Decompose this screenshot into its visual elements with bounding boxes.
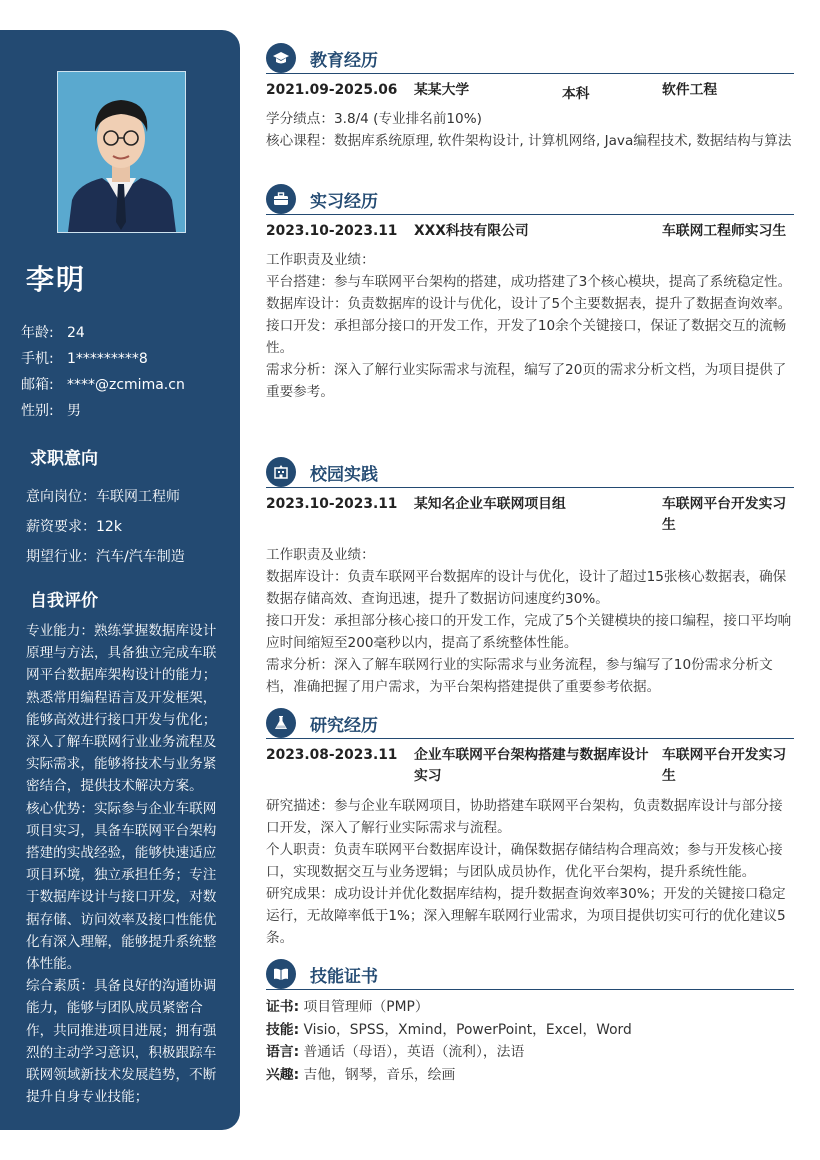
skills-title: 技能证书 — [310, 967, 378, 987]
language-label: 语言: — [266, 1044, 300, 1060]
language-value: 普通话（母语），英语（流利），法语 — [303, 1044, 525, 1060]
campus-role: 车联网平台开发实习生 — [662, 496, 787, 533]
research-entry — [266, 739, 794, 795]
campus-section — [266, 457, 794, 698]
self-eval-strengths: 核心优势：实际参与企业车联网项目实习，具备车联网平台架构搭建的实战经验，能够快速适应项目环境，独立承担任务；专注于数据库设计与接口开发，对数据存储、访问效率及接口性能优化有深入理解，能够提升系统整体性能。 — [26, 800, 217, 973]
internship-line: 接口开发：承担部分接口的开发工作，开发了10余个关键接口，保证了数据交互的流畅性。 — [266, 318, 787, 356]
skills-section — [266, 959, 794, 1086]
personal-info — [21, 320, 185, 424]
self-eval-text — [26, 620, 218, 1108]
skills-header — [266, 959, 794, 990]
age-value: 24 — [67, 325, 85, 341]
internship-role: 车联网工程师实习生 — [662, 223, 787, 239]
skill-value: Visio，SPSS，Xmind，PowerPoint，Excel，Word — [303, 1021, 632, 1038]
gender-value: 男 — [67, 403, 81, 419]
internship-details — [266, 249, 794, 403]
intent-list — [26, 482, 185, 572]
gender-label: 性别: — [21, 403, 54, 419]
internship-company: XXX科技有限公司 — [414, 223, 529, 239]
internship-line: 平台搭建：参与车联网平台架构的搭建，成功搭建了3个核心模块，提高了系统稳定性。 — [266, 274, 792, 290]
book-icon — [266, 959, 296, 989]
hobby-value: 吉他，钢琴，音乐，绘画 — [303, 1066, 456, 1083]
sidebar — [0, 30, 240, 1130]
research-period: 2023.08-2023.11 — [266, 747, 398, 763]
cert-label: 证书: — [266, 999, 300, 1015]
research-project: 企业车联网平台架构搭建与数据库设计实习 — [414, 747, 649, 784]
campus-line: 数据库设计：负责车联网平台数据库的设计与优化，设计了超过15张核心数据表，确保数据存储高效、查询迅速，提升了数据访问速度约30%。 — [266, 569, 787, 607]
education-title: 教育经历 — [310, 51, 378, 71]
education-gpa: 学分绩点：3.8/4 (专业排名前10%) — [266, 111, 482, 127]
internship-title: 实习经历 — [310, 192, 378, 212]
internship-line: 需求分析：深入了解行业实际需求与流程，编写了20页的需求分析文档，为项目提供了重要参考。 — [266, 362, 787, 400]
campus-details — [266, 544, 794, 698]
gender-row — [21, 398, 185, 424]
self-eval-professional: 专业能力：熟练掌握数据库设计原理与方法，具备独立完成车联网平台数据库架构设计的能力；熟悉常用编程语言及开发框架，能够高效进行接口开发与优化；深入了解车联网行业业务流程及实际需求，能够将技术与业务紧密结合，提供技术解决方案。 — [26, 623, 217, 795]
education-entry — [266, 74, 794, 108]
email-row — [21, 372, 185, 398]
campus-line: 需求分析：深入了解车联网行业的实际需求与业务流程，参与编写了10份需求分析文档，准确把握了用户需求，为平台架构搭建提供了重要参考依据。 — [266, 657, 773, 695]
email-label: 邮箱: — [21, 377, 54, 393]
education-section — [266, 43, 794, 152]
graduation-cap-icon — [266, 43, 296, 73]
email-value: ****@zcmima.cn — [67, 377, 185, 393]
skill-label: 技能: — [266, 1021, 300, 1038]
research-line: 研究描述：参与企业车联网项目，协助搭建车联网平台架构，负责数据库设计与部分接口开发，深入了解行业实际需求与流程。 — [266, 798, 783, 836]
phone-row — [21, 346, 185, 372]
campus-org: 某知名企业车联网项目组 — [414, 496, 566, 512]
intent-heading: 求职意向 — [30, 449, 98, 469]
age-row — [21, 320, 185, 346]
research-role: 车联网平台开发实习生 — [662, 747, 787, 784]
campus-header — [266, 457, 794, 488]
phone-value: 1*********8 — [67, 351, 148, 367]
language-row — [266, 1041, 794, 1064]
campus-title: 校园实践 — [310, 465, 378, 485]
campus-line: 工作职责及业绩： — [266, 547, 375, 563]
education-degree: 本科 — [562, 86, 590, 102]
hobby-row — [266, 1064, 794, 1087]
campus-period: 2023.10-2023.11 — [266, 496, 398, 512]
campus-line: 接口开发：承担部分核心接口的开发工作，完成了5个关键模块的接口编程，接口平均响应时间缩短至200毫秒以内，提高了系统整体性能。 — [266, 613, 792, 651]
internship-line: 工作职责及业绩： — [266, 252, 375, 268]
phone-label: 手机: — [21, 351, 54, 367]
research-line: 个人职责：负责车联网平台数据库设计，确保数据存储结构合理高效；参与开发核心接口，实现数据交互与业务逻辑；与团队成员协作，优化平台架构，提升系统性能。 — [266, 842, 783, 880]
self-eval-heading: 自我评价 — [30, 591, 98, 611]
education-details — [266, 108, 794, 152]
skills-list — [266, 990, 794, 1086]
briefcase-icon — [266, 184, 296, 214]
education-header — [266, 43, 794, 74]
avatar-photo — [57, 71, 186, 233]
building-icon — [266, 457, 296, 487]
cert-row — [266, 996, 794, 1019]
campus-entry — [266, 488, 794, 544]
research-details — [266, 795, 794, 949]
research-section — [266, 708, 794, 949]
education-courses: 核心课程：数据库系统原理, 软件架构设计, 计算机网络, Java编程技术, 数据结构与算法 — [266, 133, 792, 149]
internship-entry — [266, 215, 794, 249]
candidate-name: 李明 — [26, 263, 87, 296]
intent-salary: 薪资要求：12k — [26, 519, 122, 535]
self-eval-qualities: 综合素质：具备良好的沟通协调能力，能够与团队成员紧密合作，共同推进项目进展；拥有强烈的主动学习意识，积极跟踪车联网领域新技术发展趋势，不断提升自身专业技能； — [26, 978, 217, 1106]
education-major: 软件工程 — [662, 82, 718, 98]
research-header — [266, 708, 794, 739]
research-title: 研究经历 — [310, 716, 378, 736]
education-period: 2021.09-2025.06 — [266, 82, 398, 98]
internship-period: 2023.10-2023.11 — [266, 223, 398, 239]
education-school: 某某大学 — [414, 82, 470, 98]
cert-value: 项目管理师（PMP） — [303, 999, 429, 1015]
intent-industry: 期望行业：汽车/汽车制造 — [26, 549, 185, 565]
internship-section — [266, 184, 794, 403]
research-line: 研究成果：成功设计并优化数据库结构，提升数据查询效率30%；开发的关键接口稳定运行，无故障率低于1%；深入理解车联网行业需求，为项目提供切实可行的优化建议5条。 — [266, 886, 786, 946]
flask-icon — [266, 708, 296, 738]
internship-header — [266, 184, 794, 215]
hobby-label: 兴趣: — [266, 1066, 300, 1083]
skill-row — [266, 1019, 794, 1042]
intent-position: 意向岗位：车联网工程师 — [26, 489, 180, 505]
age-label: 年龄: — [21, 325, 54, 341]
internship-line: 数据库设计：负责数据库的设计与优化，设计了5个主要数据表，提升了数据查询效率。 — [266, 296, 792, 312]
